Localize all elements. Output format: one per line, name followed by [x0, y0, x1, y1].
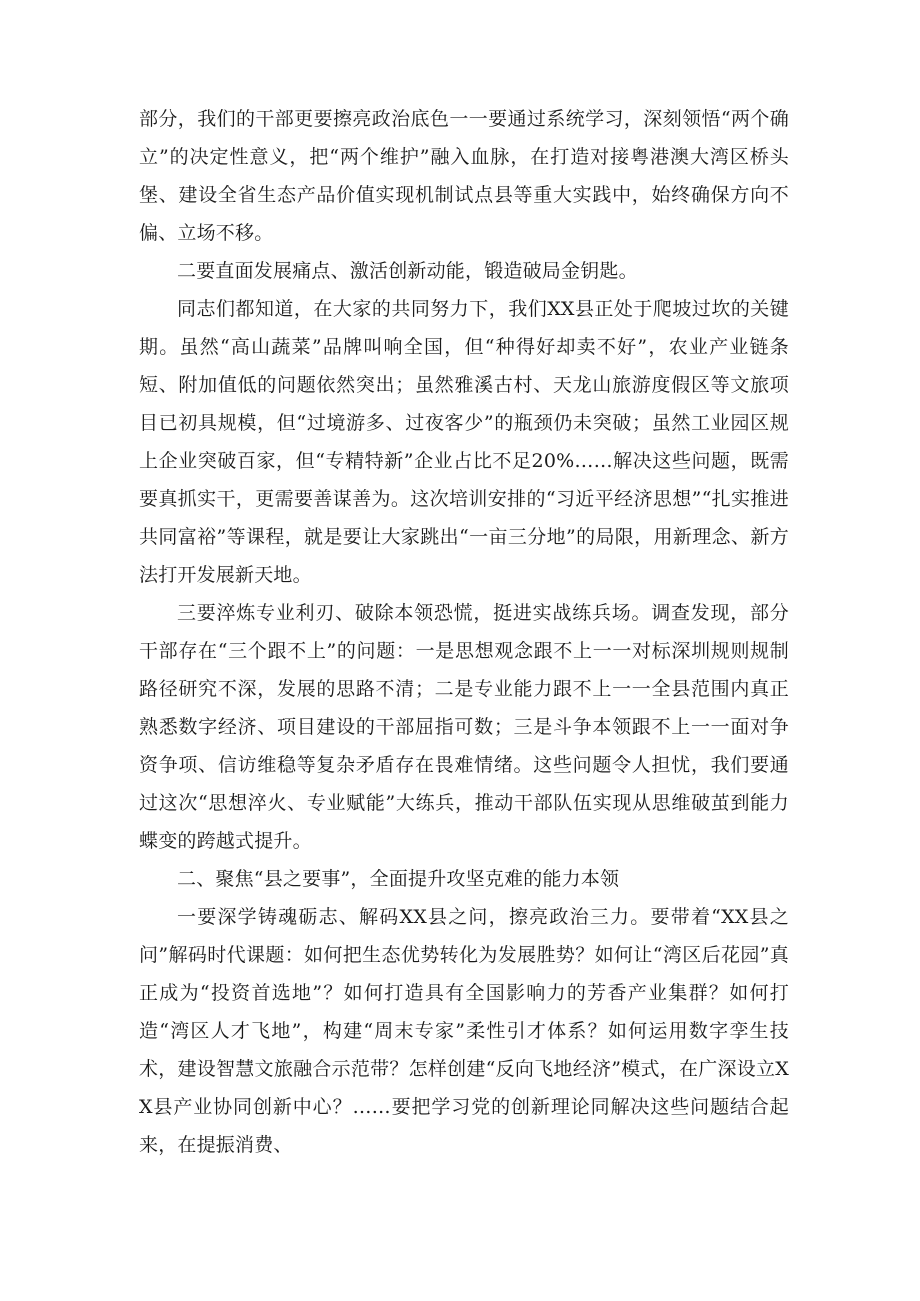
section-heading-two: 二、聚焦“县之要事”，全面提升攻坚克难的能力本领 [177, 868, 620, 890]
paragraph-point-two: 二要直面发展痛点、激活创新动能，锻造破局金钥匙。 [177, 260, 638, 282]
paragraph-development-issues: 同志们都知道，在大家的共同努力下，我们XX县正处于爬坡过坎的关键期。虽然“高山蔬菜”品牌叫响全国，但“种得好却卖不好”，农业产业链条短、附加值低的问题依然突出；虽然雅溪古村、天龙山旅游度假区等文旅项目已初具规模，但“过境游多、过夜客少”的瓶颈仍未突破；虽然工业园区规上企业突破百家，但“专精特新”企业占比不足20%……解决这些问题，既需要真抓实干，更需要善谋善为。这次培训安排的“习近平经济思想”“扎实推进共同富裕”等课程，就是要让大家跳出“一亩三分地”的局限，用新理念、新方法打开发展新天地。 [139, 298, 789, 586]
document-body [139, 100, 789, 1164]
paragraph-continuation: 部分，我们的干部更要擦亮政治底色一一要通过系统学习，深刻领悟“两个确立”的决定性意义，把“两个维护”融入血脉，在打造对接粤港澳大湾区桥头堡、建设全省生态产品价值实现机制试点县等重大实践中，始终确保方向不偏、立场不移。 [139, 108, 789, 244]
paragraph-point-three: 三要淬炼专业利刃、破除本领恐慌，挺进实战练兵场。调查发现，部分干部存在“三个跟不上”的问题：一是思想观念跟不上一一对标深圳规则规制路径研究不深，发展的思路不清；二是专业能力跟不上一一全县范围内真正熟悉数字经济、项目建设的干部屈指可数；三是斗争本领跟不上一一面对争资争项、信访维稳等复杂矛盾存在畏难情绪。这些问题令人担忧，我们要通过这次“思想淬火、专业赋能”大练兵，推动干部队伍实现从思维破茧到能力蝶变的跨越式提升。 [139, 602, 789, 852]
paragraph-county-questions: 一要深学铸魂砺志、解码XX县之问，擦亮政治三力。要带着“XX县之问”解码时代课题：如何把生态优势转化为发展胜势？如何让“湾区后花园”真正成为“投资首选地”？如何打造具有全国影响力的芳香产业集群？如何打造“湾区人才飞地”，构建“周末专家”柔性引才体系？如何运用数字孪生技术，建设智慧文旅融合示范带？怎样创建“反向飞地经济”模式，在广深设立XX县产业协同创新中心？……要把学习党的创新理论同解决这些问题结合起来，在提振消费、 [139, 906, 789, 1156]
